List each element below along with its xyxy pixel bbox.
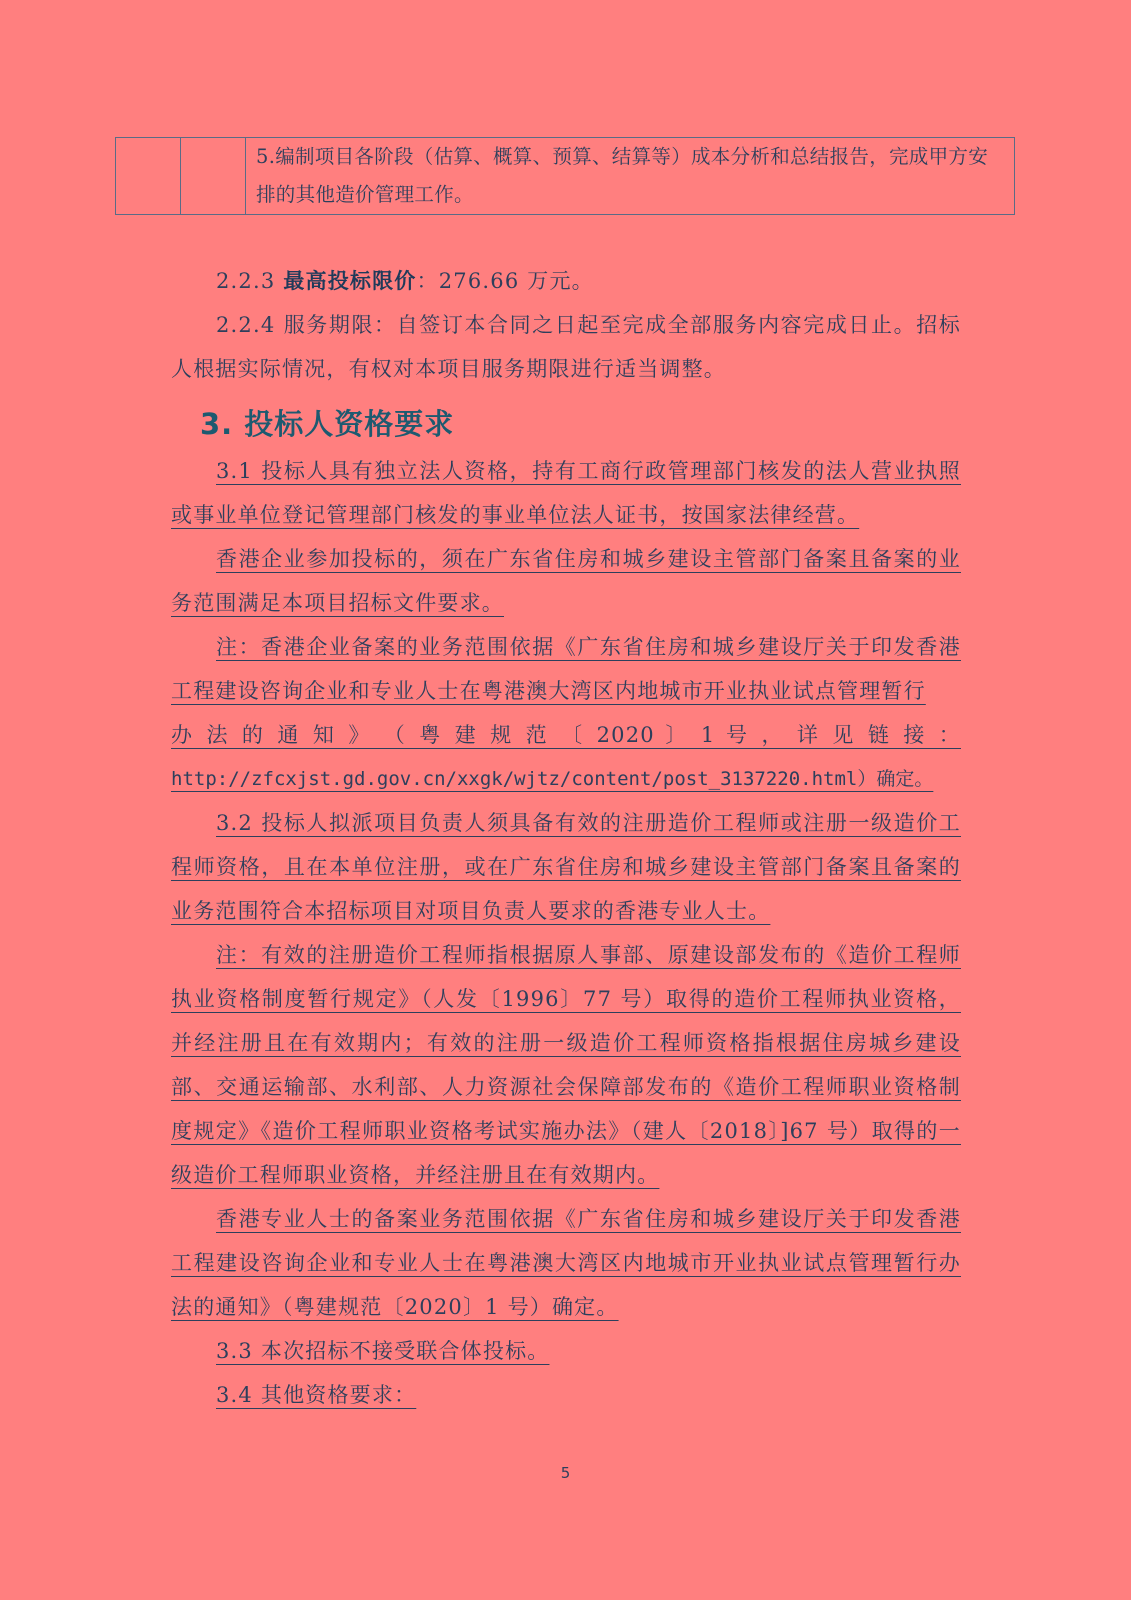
note-1-line-3 — [171, 713, 961, 757]
clause-3-1-text: 3.1 投标人具有独立法人资格，持有工商行政管理部门核发的法人营业执照或事业单位登记管理部门核发的事业单位法人证书，按国家法律经营。 — [171, 459, 961, 527]
clause-number: 2.2.3 — [216, 269, 284, 293]
table-cell-content: 5.编制项目各阶段（估算、概算、预算、结算等）成本分析和总结报告，完成甲方安排的其他造价管理工作。 — [256, 145, 989, 206]
clause-2-2-3 — [171, 259, 961, 303]
clause-3-2-text: 3.2 投标人拟派项目负责人须具备有效的注册造价工程师或注册一级造价工程师资格，且在本单位注册，或在广东省住房和城乡建设主管部门备案且备案的业务范围符合本招标项目对项目负责人要求的香港专业人士。 — [171, 811, 961, 923]
max-bid-price-value: ：276.66 万元。 — [416, 269, 594, 293]
section-heading-3: 3. 投标人资格要求 — [200, 407, 455, 441]
hk-professional-paragraph — [171, 1197, 961, 1329]
clause-3-3 — [171, 1329, 961, 1373]
note-2 — [171, 933, 961, 1197]
note-1-text-a: 注：香港企业备案的业务范围依据《广东省住房和城乡建设厅关于印发香港工程建设咨询企业和专业人士在粤港澳大湾区内地城市开业执业试点管理暂行 — [171, 635, 961, 703]
hk-enterprise-paragraph — [171, 537, 961, 625]
clause-3-1 — [171, 449, 961, 537]
table-cell-empty-2 — [181, 138, 246, 214]
table-cell-empty-1 — [116, 138, 181, 214]
clause-3-4 — [171, 1373, 961, 1417]
note-2-text: 注：有效的注册造价工程师指根据原人事部、原建设部发布的《造价工程师执业资格制度暂行规定》（人发〔1996〕77 号）取得的造价工程师执业资格，并经注册且在有效期内；有效的注册一级造价工程师资格指根据住房城乡建设部、交通运输部、水利部、人力资源社会保障部发布的《造价工程师职业资格制度规定》《造价工程师职业资格考试实施办法》（建人〔2018〕]67 号）取得的一级造价工程师职业资格，并经注册且在有效期内。 — [171, 943, 961, 1187]
note-1-text-b: 办 法 的 通 知 》 （ 粤 建 规 范 〔 2020 〕 1 号 ， 详 见 链 接 ： — [171, 723, 961, 747]
hk-professional-text: 香港专业人士的备案业务范围依据《广东省住房和城乡建设厅关于印发香港工程建设咨询企业和专业人士在粤港澳大湾区内地城市开业执业试点管理暂行办法的通知》（粤建规范〔2020〕1 号）确定。 — [171, 1207, 961, 1319]
clause-3-3-text: 3.3 本次招标不接受联合体投标。 — [216, 1339, 550, 1363]
clause-2-2-4: 2.2.4 服务期限：自签订本合同之日起至完成全部服务内容完成日止。招标人根据实际情况，有权对本项目服务期限进行适当调整。 — [171, 313, 961, 381]
page-number: 5 — [560, 1464, 571, 1482]
scope-table-row — [115, 137, 1015, 215]
note-1-link: http://zfcxjst.gd.gov.cn/xxgk/wjtz/content/post_3137220.html）确定。 — [171, 768, 934, 790]
note-1-link-line — [171, 757, 961, 801]
note-1-lines-1-2 — [171, 625, 961, 703]
clause-3-2 — [171, 801, 961, 933]
hk-enterprise-text: 香港企业参加投标的，须在广东省住房和城乡建设主管部门备案且备案的业务范围满足本项目招标文件要求。 — [171, 547, 961, 615]
max-bid-price-label: 最高投标限价 — [283, 268, 417, 293]
clause-3-4-text: 3.4 其他资格要求： — [216, 1383, 417, 1407]
